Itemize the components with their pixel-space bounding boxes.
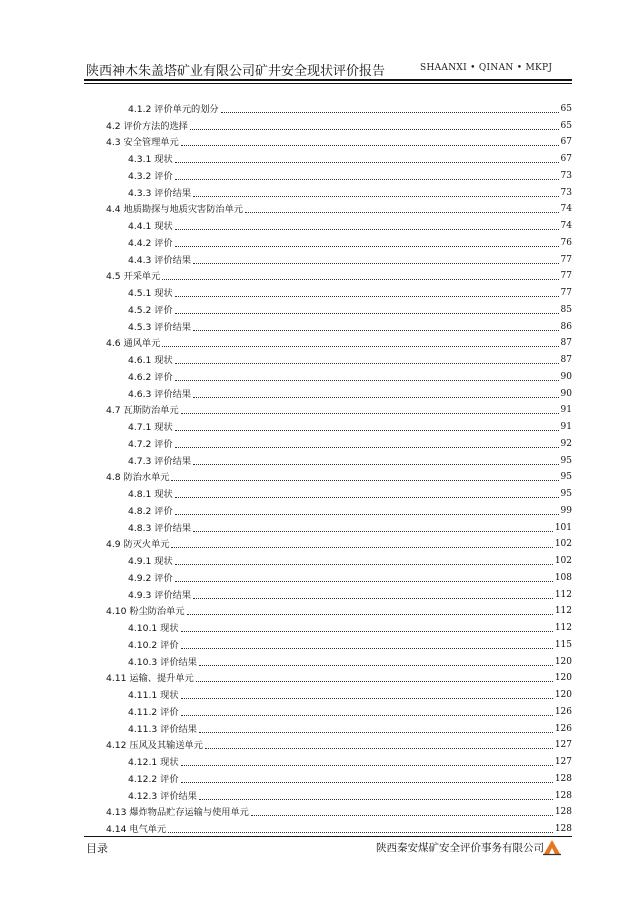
toc-entry-label: 4.3.1 现状	[128, 154, 173, 165]
toc-entry-page: 95	[560, 489, 572, 499]
toc-entry[interactable]	[106, 383, 572, 400]
toc-entry-label: 4.4.3 评价结果	[128, 254, 192, 266]
toc-entry[interactable]	[106, 349, 572, 366]
toc-entry-page: 85	[560, 304, 572, 315]
toc-entry-label: 4.10.1 现状	[128, 623, 179, 634]
toc-entry-label: 4.5.1 现状	[128, 288, 173, 299]
toc-leader-dots	[199, 732, 553, 733]
toc-entry-page: 128	[554, 824, 572, 834]
toc-entry[interactable]	[106, 500, 572, 517]
toc-leader-dots	[168, 832, 553, 833]
toc-entry-label: 4.8 防治水单元	[106, 472, 170, 484]
toc-entry-page: 126	[554, 706, 572, 717]
toc-entry-label: 4.11.3 评价结果	[128, 723, 197, 735]
toc-entry[interactable]	[106, 98, 572, 115]
toc-leader-dots	[181, 715, 553, 716]
toc-entry-label: 4.5.2 评价	[128, 304, 173, 316]
report-title: 陕西神木朱盖塔矿业有限公司矿井安全现状评价报告	[86, 64, 386, 79]
toc-entry-page: 112	[554, 623, 572, 633]
toc-entry-page: 67	[560, 137, 572, 148]
toc-entry[interactable]	[106, 483, 572, 500]
toc-entry[interactable]	[106, 735, 572, 752]
toc-leader-dots	[193, 397, 558, 398]
toc-entry-label: 4.1.2 评价单元的划分	[128, 103, 219, 115]
toc-entry-label: 4.3.3 评价结果	[128, 187, 192, 199]
toc-entry[interactable]	[106, 617, 572, 634]
toc-entry[interactable]	[106, 215, 572, 232]
toc-entry[interactable]	[106, 718, 572, 735]
toc-entry[interactable]	[106, 115, 572, 132]
table-of-contents	[106, 98, 572, 835]
toc-leader-dots	[162, 279, 558, 280]
toc-leader-dots	[162, 346, 558, 347]
toc-leader-dots	[175, 447, 559, 448]
toc-leader-dots	[187, 614, 553, 615]
toc-leader-dots	[175, 430, 559, 431]
toc-entry-page: 120	[554, 673, 572, 684]
toc-entry-page: 87	[560, 355, 572, 365]
toc-leader-dots	[193, 330, 558, 331]
toc-entry-page: 102	[554, 556, 572, 566]
toc-entry-label: 4.4.2 评价	[128, 237, 173, 249]
toc-leader-dots	[171, 547, 552, 548]
toc-entry-page: 74	[560, 221, 572, 231]
toc-entry[interactable]	[106, 534, 572, 551]
toc-entry-label: 4.6 通风单元	[106, 338, 161, 350]
toc-entry-page: 77	[560, 288, 572, 298]
toc-entry-label: 4.9.3 评价结果	[128, 589, 192, 601]
company-logo-icon	[542, 836, 562, 856]
toc-entry[interactable]	[106, 651, 572, 668]
toc-entry[interactable]	[106, 132, 572, 149]
toc-entry-page: 73	[560, 187, 572, 198]
toc-entry-label: 4.14 电气单元	[106, 824, 167, 835]
toc-entry-label: 4.3 安全管理单元	[106, 137, 179, 149]
toc-leader-dots	[193, 531, 553, 532]
toc-entry[interactable]	[106, 802, 572, 819]
header-rule-thick	[84, 79, 572, 81]
toc-entry-page: 102	[554, 539, 572, 550]
toc-leader-dots	[221, 112, 559, 113]
toc-entry[interactable]	[106, 416, 572, 433]
toc-entry-label: 4.8.3 评价结果	[128, 522, 192, 534]
toc-entry-page: 108	[554, 572, 572, 583]
toc-entry[interactable]	[106, 601, 572, 618]
toc-entry-page: 92	[560, 438, 572, 449]
toc-entry-page: 86	[560, 321, 572, 332]
toc-entry-label: 4.7.3 评价结果	[128, 455, 192, 467]
toc-entry-page: 91	[560, 422, 572, 432]
toc-entry-page: 101	[554, 522, 572, 533]
toc-entry-page: 91	[560, 405, 572, 416]
toc-entry-page: 95	[560, 472, 572, 483]
toc-entry-label: 4.8.1 现状	[128, 489, 173, 500]
toc-entry-label: 4.4.1 现状	[128, 221, 173, 232]
toc-entry[interactable]	[106, 768, 572, 785]
toc-entry-label: 4.12.2 评价	[128, 773, 179, 785]
toc-entry[interactable]	[106, 751, 572, 768]
report-code: SHAANXI • QINAN • MKPJ	[420, 63, 553, 73]
toc-entry-label: 4.9 防灭火单元	[106, 539, 170, 551]
toc-entry-page: 77	[560, 271, 572, 282]
toc-entry[interactable]	[106, 232, 572, 249]
toc-entry[interactable]	[106, 567, 572, 584]
toc-leader-dots	[175, 564, 553, 565]
toc-entry-label: 4.7.1 现状	[128, 422, 173, 433]
toc-leader-dots	[193, 263, 558, 264]
toc-entry-label: 4.6.1 现状	[128, 355, 173, 366]
toc-entry-label: 4.10.2 评价	[128, 639, 179, 651]
toc-leader-dots	[181, 413, 559, 414]
toc-entry-label: 4.12.3 评价结果	[128, 790, 197, 802]
toc-entry-page: 74	[560, 204, 572, 215]
toc-entry[interactable]	[106, 450, 572, 467]
toc-entry[interactable]	[106, 668, 572, 685]
toc-entry-label: 4.6.3 评价结果	[128, 388, 192, 400]
toc-leader-dots	[175, 313, 559, 314]
toc-entry[interactable]	[106, 148, 572, 165]
toc-entry-label: 4.13 爆炸物品贮存运输与使用单元	[106, 807, 249, 819]
toc-leader-dots	[199, 665, 553, 666]
toc-leader-dots	[181, 698, 553, 699]
toc-leader-dots	[193, 464, 558, 465]
toc-leader-dots	[181, 782, 553, 783]
toc-entry-page: 90	[560, 371, 572, 382]
toc-entry-label: 4.10.3 评价结果	[128, 656, 197, 668]
toc-entry[interactable]	[106, 266, 572, 283]
toc-leader-dots	[175, 296, 559, 297]
toc-entry-label: 4.8.2 评价	[128, 505, 173, 517]
toc-leader-dots	[175, 363, 559, 364]
toc-entry-page: 95	[560, 455, 572, 466]
toc-entry-label: 4.7 瓦斯防治单元	[106, 405, 179, 417]
toc-entry-label: 4.11.1 现状	[128, 690, 179, 701]
toc-entry[interactable]	[106, 366, 572, 383]
toc-entry-label: 4.3.2 评价	[128, 170, 173, 182]
toc-entry-label: 4.7.2 评价	[128, 438, 173, 450]
toc-leader-dots	[193, 598, 553, 599]
toc-leader-dots	[181, 648, 553, 649]
toc-entry-label: 4.5 开采单元	[106, 271, 161, 283]
toc-entry-page: 65	[560, 103, 572, 114]
toc-entry-label: 4.11 运输、提升单元	[106, 673, 194, 685]
toc-entry[interactable]	[106, 584, 572, 601]
toc-entry-page: 76	[560, 237, 572, 248]
toc-entry[interactable]	[106, 299, 572, 316]
toc-entry-label: 4.12 压风及其输送单元	[106, 740, 203, 752]
toc-entry[interactable]	[106, 785, 572, 802]
toc-entry-page: 77	[560, 254, 572, 265]
toc-entry-label: 4.9.1 现状	[128, 556, 173, 567]
toc-entry-page: 90	[560, 388, 572, 399]
toc-leader-dots	[175, 229, 559, 230]
toc-entry-label: 4.12.1 现状	[128, 757, 179, 768]
toc-leader-dots	[251, 815, 553, 816]
toc-leader-dots	[175, 179, 559, 180]
toc-entry-page: 67	[560, 154, 572, 164]
toc-entry-label: 4.2 评价方法的选择	[106, 120, 188, 132]
toc-leader-dots	[175, 514, 559, 515]
toc-leader-dots	[196, 681, 553, 682]
toc-entry-page: 87	[560, 338, 572, 349]
toc-leader-dots	[171, 480, 558, 481]
toc-entry[interactable]	[106, 333, 572, 350]
toc-leader-dots	[181, 145, 559, 146]
toc-leader-dots	[175, 162, 559, 163]
toc-entry-label: 4.5.3 评价结果	[128, 321, 192, 333]
toc-entry[interactable]	[106, 701, 572, 718]
toc-entry[interactable]	[106, 182, 572, 199]
footer-rule	[84, 836, 572, 837]
toc-entry-page: 127	[554, 740, 572, 751]
toc-entry-label: 4.11.2 评价	[128, 706, 179, 718]
toc-entry[interactable]	[106, 517, 572, 534]
toc-entry[interactable]	[106, 550, 572, 567]
toc-entry-page: 112	[554, 606, 572, 617]
toc-leader-dots	[181, 631, 553, 632]
toc-leader-dots	[205, 748, 553, 749]
toc-entry-page: 128	[554, 790, 572, 801]
toc-entry-page: 112	[554, 589, 572, 600]
toc-entry[interactable]	[106, 433, 572, 450]
footer-company-name: 陕西秦安煤矿安全评价事务有限公司	[376, 842, 544, 854]
toc-entry-label: 4.10 粉尘防治单元	[106, 606, 185, 618]
toc-entry[interactable]	[106, 316, 572, 333]
toc-entry-page: 115	[554, 639, 572, 650]
toc-entry[interactable]	[106, 199, 572, 216]
toc-leader-dots	[175, 497, 559, 498]
toc-leader-dots	[181, 765, 553, 766]
toc-entry-page: 128	[554, 807, 572, 818]
toc-entry-page: 99	[560, 505, 572, 516]
toc-entry[interactable]	[106, 249, 572, 266]
toc-entry[interactable]	[106, 282, 572, 299]
toc-entry[interactable]	[106, 684, 572, 701]
toc-leader-dots	[193, 196, 558, 197]
toc-leader-dots	[190, 129, 559, 130]
footer-section-label: 目录	[86, 842, 108, 855]
toc-entry[interactable]	[106, 467, 572, 484]
toc-entry-label: 4.9.2 评价	[128, 572, 173, 584]
toc-leader-dots	[175, 581, 553, 582]
toc-leader-dots	[175, 246, 559, 247]
toc-entry[interactable]	[106, 165, 572, 182]
toc-entry[interactable]	[106, 818, 572, 835]
toc-entry-page: 126	[554, 723, 572, 734]
toc-entry-label: 4.4 地质勘探与地质灾害防治单元	[106, 204, 243, 216]
header-rule-thin	[84, 83, 572, 84]
toc-entry[interactable]	[106, 400, 572, 417]
toc-leader-dots	[199, 799, 553, 800]
toc-entry-page: 128	[554, 773, 572, 784]
toc-entry[interactable]	[106, 634, 572, 651]
toc-leader-dots	[245, 212, 559, 213]
toc-entry-page: 127	[554, 757, 572, 767]
toc-leader-dots	[175, 380, 559, 381]
toc-entry-page: 73	[560, 170, 572, 181]
toc-entry-page: 120	[554, 656, 572, 667]
toc-entry-label: 4.6.2 评价	[128, 371, 173, 383]
toc-entry-page: 120	[554, 690, 572, 700]
toc-entry-page: 65	[560, 120, 572, 131]
